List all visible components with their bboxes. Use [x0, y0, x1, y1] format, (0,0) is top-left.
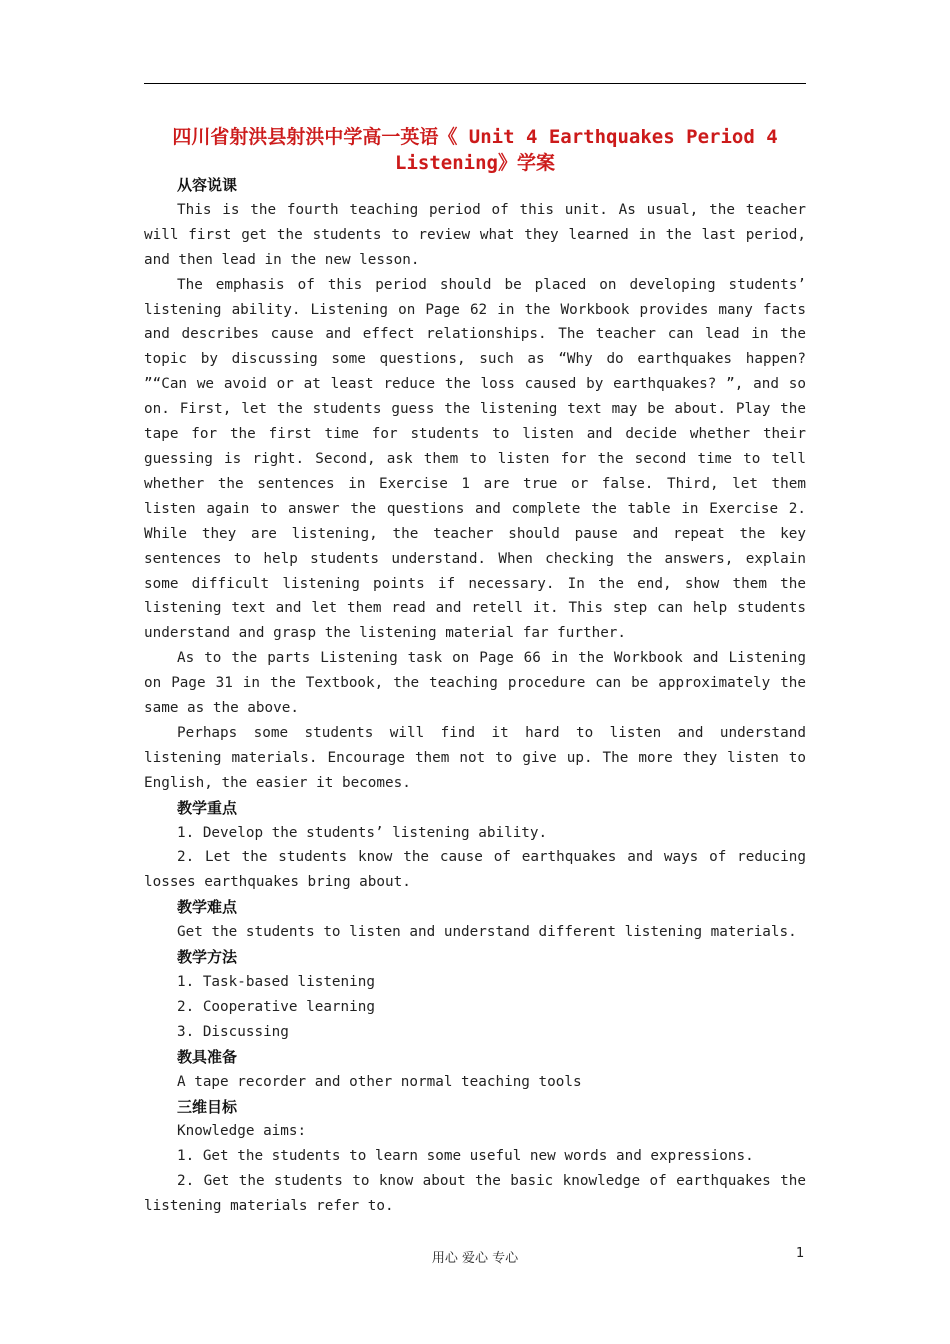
paragraph: The emphasis of this period should be placed on developing students’ listening ability. Listening on Page 62 in the Workbook provides many facts and describes cause and effect relationships. The teacher can lead in the topic by discussing some questions, such as “Why do earthquakes happen? ”“Can we avoid or at least reduce the loss caused by earthquakes? ”, and so on. First, let the students guess the listening text may be about. Play the tape for the first time for students to listen and decide whether their guessing is right. Second, ask them to listen for the second time to tell whether the sentences in Exercise 1 are true or false. Third, let them listen again to answer the questions and complete the table in Exercise 2. While they are listening, the teacher should pause and repeat the key sentences to help students understand. When checking the answers, explain some difficult listening points if necessary. In the end, show them the listening text and let them read and retell it. This step can help students understand and grasp the listening material far further.: [144, 276, 806, 642]
header-rule: [144, 83, 806, 84]
list-item: 1. Task-based listening: [177, 974, 375, 990]
section-heading-objectives: 三维目标: [177, 1097, 238, 1116]
page-number: 1: [796, 1246, 805, 1261]
section-heading-lesson-notes: 从容说课: [177, 176, 238, 194]
section-heading-difficulties: 教学难点: [177, 898, 238, 917]
list-item: 2. Cooperative learning: [177, 998, 375, 1015]
paragraph: A tape recorder and other normal teaching tools: [177, 1073, 582, 1090]
paragraph: As to the parts Listening task on Page 66 in the Workbook and Listening on Page 31 in the Textbook, the teaching procedure can be approximately the same as the above.: [144, 650, 806, 717]
section-heading-teaching-aids: 教具准备: [177, 1047, 238, 1066]
list-item: 2. Get the students to know about the basic knowledge of earthquakes the listening materials refer to.: [144, 1173, 806, 1215]
list-item: 2. Let the students know the cause of earthquakes and ways of reducing losses earthquakes bring about.: [144, 849, 806, 891]
paragraph: Perhaps some students will find it hard to listen and understand listening materials. Encourage them not to give up. The more they listen to English, the easier it becomes.: [144, 724, 806, 791]
list-item: 3. Discussing: [177, 1023, 289, 1040]
document-body: [144, 173, 806, 1219]
section-heading-key-points: 教学重点: [177, 798, 238, 817]
paragraph: Knowledge aims:: [177, 1123, 307, 1140]
list-item: 1. Get the students to learn some useful new words and expressions.: [177, 1148, 754, 1165]
page-footer: 用心 爱心 专心: [431, 1251, 519, 1266]
paragraph: Get the students to listen and understand different listening materials.: [177, 924, 797, 941]
list-item: 1. Develop the students’ listening ability.: [177, 824, 548, 841]
section-heading-methods: 教学方法: [177, 948, 238, 967]
paragraph: This is the fourth teaching period of this unit. As usual, the teacher will first get the students to review what they learned in the last period, and then lead in the new lesson.: [144, 201, 806, 268]
document-title: 四川省射洪县射洪中学高一英语《 Unit 4 Earthquakes Period 4 Listening》学案: [172, 126, 778, 174]
